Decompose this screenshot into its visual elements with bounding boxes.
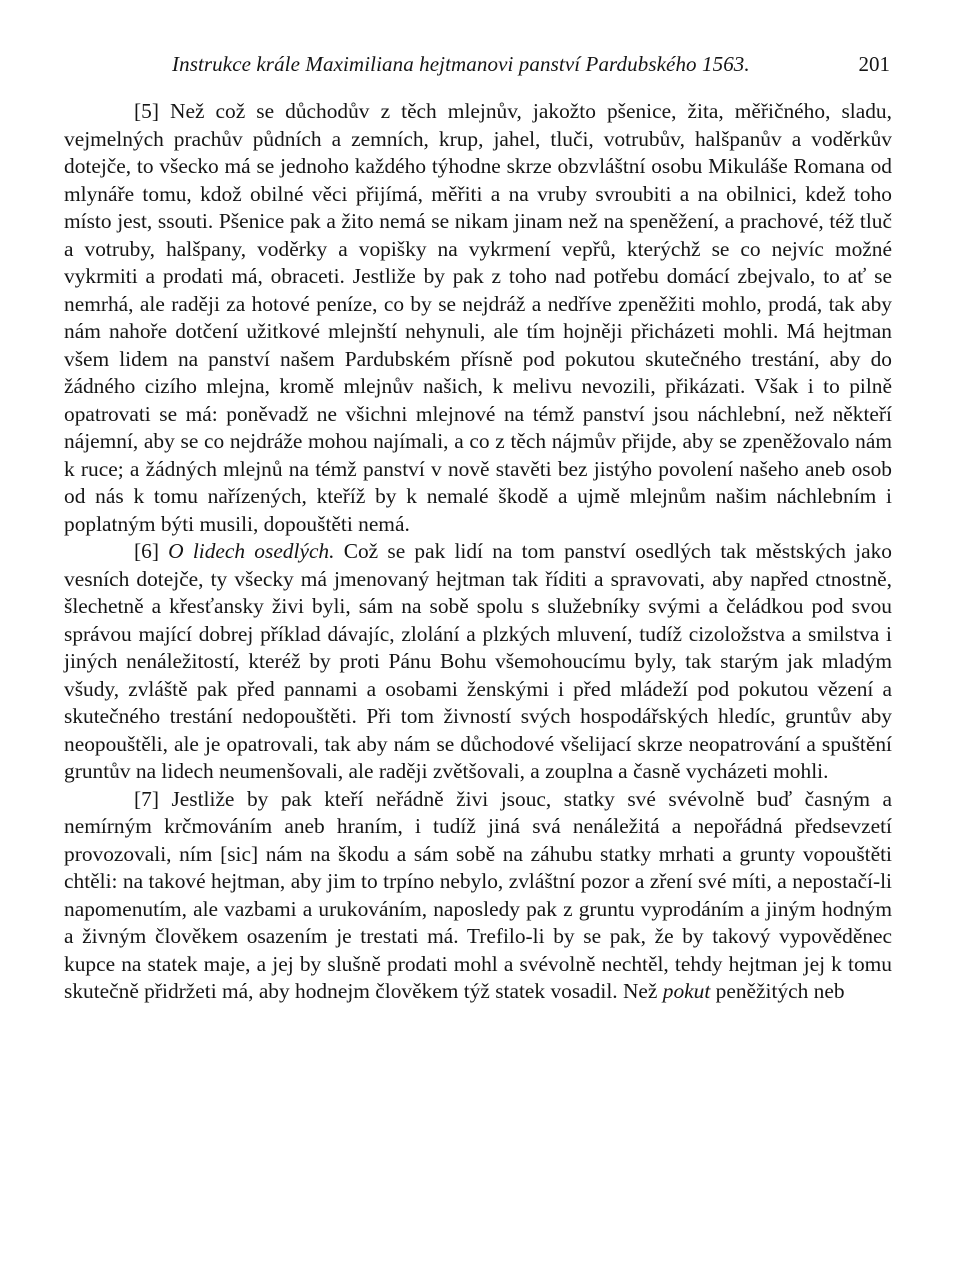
paragraph-number: [5] (134, 99, 159, 123)
page-number: 201 (858, 52, 890, 76)
document-page (64, 52, 892, 1006)
paragraph-text: Než což se důchodův z těch mlejnův, jakožto pšenice, žita, měřičného, sladu, vejmelných prachův půdních a zemních, krup, jahel, tluči, votrubův, halšpanův a voděrkův dotejče, to všecko má se jednoho každého týhodne skrze obzvláštní osobu Mikuláše Romana od mlynáře tomu, kdož obilné věci přijímá, měřiti a na vruby svroubiti a na obilnici, kdež toho místo jest, ssouti. Pšenice pak a žito nemá se nikam jinam než na speněžení, a prachové, též tluč a votruby, halšpany, voděrky a vopišky na vykrmení vepřů, kterýchž se co nejvíc možné vykrmiti a prodati má, obraceti. Jestliže by pak z toho nad potřebu domácí zbejvalo, to ať se nemrhá, ale raději za hotové peníze, co by se nejdráž a nedříve zpeněžiti mohlo, prodá, tak aby nám nahoře dotčení užitkové mlejnští nehynuli, ale tím hojněji přicházeti mohli. Má hejtman všem lidem na panství našem Pardubském přísně pod pokutou skutečného trestání, aby do žádného cizího mlejna, kromě mlejnův našich, k melivu nevozili, přikázati. Však i to pilně opatrovati se má: poněvadž ne všichni mlejnové na témž panství jsou náchlební, než někteří nájemní, aby se co nejdráže mohou najímali, a co z těch nájmův přijde, aby se zpeněžovalo nám k ruce; a žádných mlejnů na témž panství v nově stavěti bez jistýho povolení našeho aneb osob od nás k tomu nařízených, kteříž by k nemalé škodě a ujmě mlejnům našim náchlebním i poplatným býti musili, dopouštěti nemá. (64, 99, 892, 536)
section-heading: O lidech osedlých. (168, 539, 335, 563)
running-header (64, 52, 892, 92)
paragraph-7 (64, 786, 892, 1006)
running-title: Instrukce krále Maximiliana hejtmanovi panství Pardubského 1563. (172, 52, 750, 76)
paragraph-text: Jestliže by pak kteří neřádně živi jsouc, statky své svévolně buď časným a nemírným krčmováním aneb hraním, i tudíž jiná svá nenáležitá a nepořádná předsevzetí provozovali, ním [sic] nám na škodu a sám sobě na záhubu statky mrhati a grunty vopouštěti chtěli: na takové hejtman, aby jim to trpíno nebylo, zvláštní pozor a zření své míti, a nepostačí-li napomenutím, ale vazbami a urukováním, naposledy pak z gruntu vyprodáním a jiným hodným a živným člověkem osazením je trestati má. Trefilo-li by se pak, že by takový vypověděnec kupce na statek maje, a jej by slušně prodati mohl a svévolně nechtěl, tehdy hejtman jej k tomu skutečně přidržeti má, aby hodnejm člověkem týž statek vosadil. Než (64, 786, 892, 1003)
paragraph-text: Což se pak lidí na tom panství osedlých tak městských jako vesních dotejče, ty všecky má jmenovaný hejtman tak říditi a spravovati, aby napřed ctnostně, šlechetně a křesťansky živi byli, sám na sobě spolu s služebníky svými a čeládkou pod svou správou mající dobrej příklad dávajíc, zlolání a plzkých mluvení, tudíž cizoložstva a smilstva i jiných nenáležitostí, kteréž by proti Pánu Bohu všemohoucímu byly, tak starým jak mladým všudy, zvláště pak před pannami a osobami ženskými i před mládeží pod pokutou vězení a skutečného trestání nedopouštěti. Při tom živností svých hospodářských hledíc, gruntův aby neopouštěli, ale je opatrovali, tak aby nám se důchodové všelijací skrze neopatrování a spuštění gruntův na lidech neumenšovali, ale raději zvětšovali, a zouplna a časně vycházeti mohli. (64, 539, 892, 783)
emphasized-word: pokut (662, 979, 711, 1003)
paragraph-number: [7] (134, 786, 159, 811)
body-text (64, 98, 892, 1006)
paragraph-text-continued: peněžitých neb (715, 979, 845, 1003)
paragraph-6 (64, 538, 892, 786)
paragraph-number: [6] (134, 539, 159, 563)
paragraph-5 (64, 98, 892, 538)
